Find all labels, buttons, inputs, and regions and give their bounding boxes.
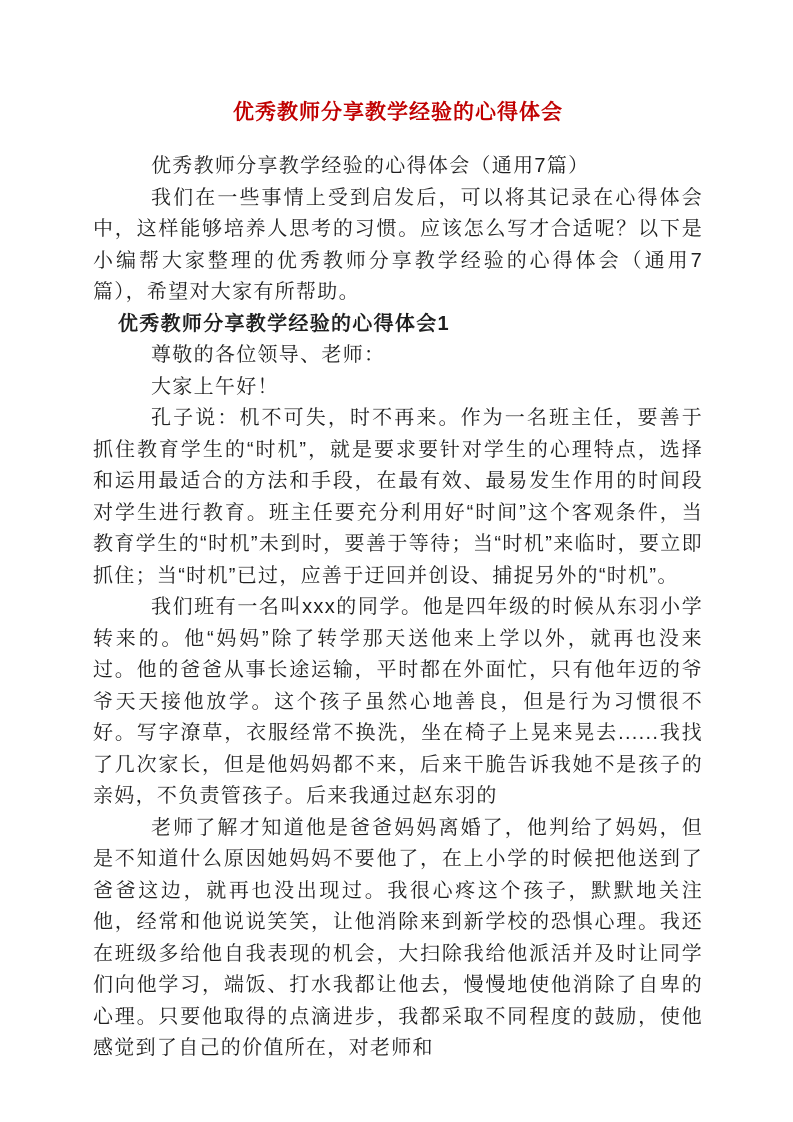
paragraph-student-story-continued: 老师了解才知道他是爸爸妈妈离婚了，他判给了妈妈，但是不知道什么原因她妈妈不要他了，在上小学的时候把他送到了爸爸这边，就再也没出现过。我很心疼这个孩子，默默地关注他，经常和他说说笑笑，让他消除来到新学校的恐惧心理。我还在班级多给他自我表现的机会，大扫除我给他派活并及时让同学们向他学习，端饭、打水我都让他去，慢慢地使他消除了自卑的心理。只要他取得的点滴进步，我都采取不同程度的鼓励，使他感觉到了自己的价值所在，对老师和 [93,816,703,1059]
paragraph-greeting: 大家上午好！ [151,375,279,398]
paragraph-student-story: 我们班有一名叫xxx的同学。他是四年级的时候从东羽小学转来的。他“妈妈”除了转学那天送他来上学以外，就再也没来过。他的爸爸从事长途运输，平时都在外面忙，只有他年迈的爷爷天天接他放学。这个孩子虽然心地善良，但是行为习惯很不好。写字潦草，衣服经常不换洗，坐在椅子上晃来晃去......我找了几次家长，但是他妈妈都不来，后来干脆告诉我她不是孩子的亲妈，不负责管孩子。后来我通过赵东羽的 [93,596,703,807]
paragraph-intro: 我们在一些事情上受到启发后，可以将其记录在心得体会中，这样能够培养人思考的习惯。应该怎么写才合适呢？以下是小编帮大家整理的优秀教师分享教学经验的心得体会（通用7篇），希望对大家有所帮助。 [93,186,703,303]
paragraph-salutation: 尊敬的各位领导、老师： [151,344,386,366]
paragraph-confucius: 孔子说：机不可失，时不再来。作为一名班主任，要善于抓住教育学生的“时机”，就是要求要针对学生的心理特点，选择和运用最适合的方法和手段，在最有效、最易发生作用的时间段对学生进行教育。班主任要充分利用好“时间”这个客观条件，当教育学生的“时机”未到时，要善于等待；当“时机”来临时，要立即抓住；当“时机”已过，应善于迂回并创设、捕捉另外的“时机”。 [93,407,703,587]
section-heading-1: 优秀教师分享教学经验的心得体会1 [118,312,450,335]
page-title: 优秀教师分享教学经验的心得体会 [233,101,563,124]
paragraph-subtitle: 优秀教师分享教学经验的心得体会（通用7篇） [151,155,590,177]
